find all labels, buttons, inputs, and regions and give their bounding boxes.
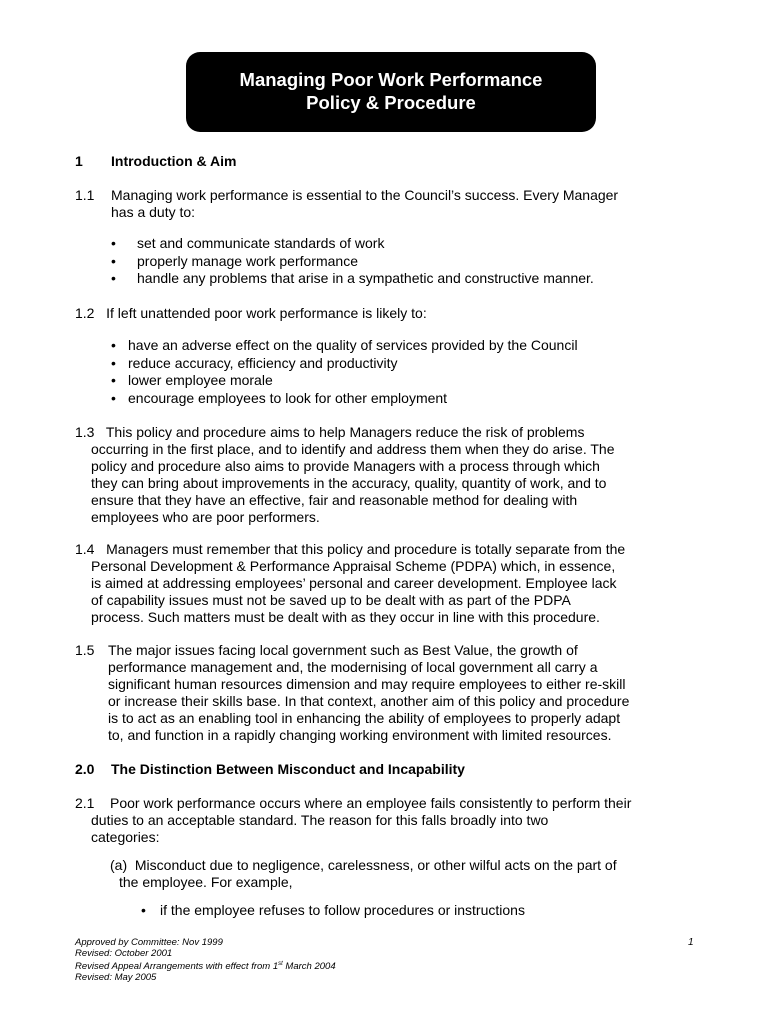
footer-appeal-date: March 2004 [282,961,336,973]
footer-approved: Approved by Committee: Nov 1999 [75,937,223,948]
list-item: • reduce accuracy, efficiency and productivity [111,354,398,371]
para-line: The major issues facing local government such as Best Value, the growth of [108,642,578,658]
section-1-heading: Introduction & Aim [111,153,237,169]
para-line: categories: [91,829,160,845]
list-item-text: have an adverse effect on the quality of services provided by the Council [128,337,578,353]
list-item: • have an adverse effect on the quality of services provided by the Council [111,337,578,353]
list-item: • lower employee morale [111,372,273,388]
para-1-1 [111,187,618,221]
para-line: is to act as an enabling tool in enhancing the ability of employees to properly adapt [108,710,621,726]
document-footer [75,937,336,983]
para-1-4 [75,541,765,626]
para-line: employees who are poor performers. [91,509,320,525]
list-item: • if the employee refuses to follow procedures or instructions [141,902,525,918]
list-item-text: handle any problems that arise in a sympathetic and constructive manner. [137,270,594,286]
para-line: Personal Development & Performance Appraisal Scheme (PDPA) which, in essence, [91,558,616,574]
list-item-text: if the employee refuses to follow procedures or instructions [160,902,525,918]
para-1-1-line: has a duty to: [111,204,196,220]
para-line: process. Such matters must be dealt with as they occur in line with this procedure. [91,609,600,625]
bullet-list-1-2 [111,337,578,407]
para-1-5 [108,642,768,744]
para-1-1-line: Managing work performance is essential to the Council’s success. Every Manager [111,187,619,203]
footer-revised-2: Revised: May 2005 [75,972,157,984]
bullet-list-1-1 [111,235,594,288]
list-item: • handle any problems that arise in a sympathetic and constructive manner. [111,270,594,286]
para-line: to, and function in a rapidly changing working environment with limited resources. [108,727,612,743]
para-line: significant human resources dimension and may require employees to either re-skill [108,676,626,692]
para-line: 2.1 Poor work performance occurs where an employee fails consistently to perform their [75,795,632,811]
para-line: or increase their skills base. In that context, another aim of this policy and procedure [108,693,630,709]
para-line: performance management and, the modernising of local government all carry a [108,659,598,675]
item-a [110,857,750,891]
para-line: (a) Misconduct due to negligence, carelessness, or other wilful acts on the part of [110,857,617,873]
document-title-line2: Policy & Procedure [306,92,476,113]
section-1-number: 1 [75,153,83,169]
para-line: they can bring about improvements in the accuracy, quality, quantity of work, and to [91,475,607,491]
para-1-3 [75,424,765,526]
list-item: • encourage employees to look for other employment [111,389,448,406]
para-line: the employee. For example, [119,874,293,890]
list-item-text: reduce accuracy, efficiency and productivity [128,354,398,371]
para-line: occurring in the first place, and to identify and address them when they do arise. The [91,441,615,457]
document-title-box [186,52,596,132]
section-2-number: 2.0 [75,761,95,777]
list-item-text: lower employee morale [128,372,273,388]
para-line: policy and procedure also aims to provide Managers with a process through which [91,458,600,474]
list-item: • set and communicate standards of work [111,235,385,251]
footer-revised-1: Revised: October 2001 [75,948,173,959]
bullet-list-a [141,902,525,920]
document-title-line1: Managing Poor Work Performance [239,69,543,90]
para-line: duties to an acceptable standard. The reason for this falls broadly into two [91,812,549,828]
para-line: ensure that they have an effective, fair and reasonable method for dealing with [91,492,578,508]
section-2-heading: The Distinction Between Misconduct and Incapability [111,761,465,777]
list-item: • properly manage work performance [111,252,358,269]
list-item-text: properly manage work performance [137,252,358,269]
para-1-1-number: 1.1 [75,187,95,203]
page-number: 1 [688,937,694,948]
para-1-2: 1.2 If left unattended poor work performance is likely to: [75,305,427,321]
para-2-1 [75,795,765,846]
para-line: 1.3 This policy and procedure aims to help Managers reduce the risk of problems [75,424,585,440]
footer-revised-appeal [75,959,336,972]
footer-appeal-sup: st [278,961,283,967]
para-line: of capability issues must not be saved up to be dealt with as part of the PDPA [91,592,571,608]
para-line: is aimed at addressing employees’ personal and career development. Employee lack [91,575,617,591]
footer-appeal-text: Revised Appeal Arrangements with effect from 1 [75,961,279,973]
para-1-5-number: 1.5 [75,642,95,658]
list-item-text: encourage employees to look for other employment [128,389,448,406]
para-line: 1.4 Managers must remember that this policy and procedure is totally separate from the [75,541,626,557]
list-item-text: set and communicate standards of work [137,235,385,251]
